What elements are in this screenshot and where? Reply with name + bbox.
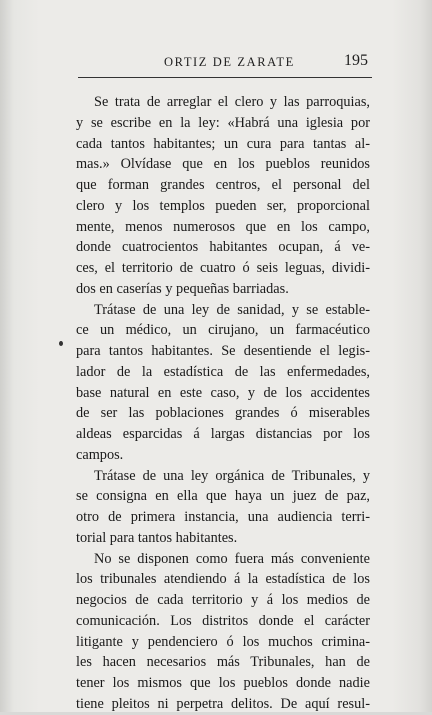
text-line: tiene pleitos ni perpetra delitos. De aquí resul- bbox=[76, 695, 370, 712]
text-line: negocios de cada territorio y á los medios de bbox=[76, 592, 370, 608]
body-text bbox=[76, 92, 370, 715]
text-line: tener los mismos que los pueblos donde nadie bbox=[76, 675, 370, 691]
header-rule bbox=[78, 77, 372, 78]
text-line: base natural en este caso, y de los accidentes bbox=[76, 384, 370, 401]
text-line: ce un médico, un cirujano, un farmacéutico bbox=[76, 322, 370, 339]
text-line: torial para tantos habitantes. bbox=[76, 529, 238, 546]
text-line: No se disponen como fuera más conveniente bbox=[94, 550, 370, 567]
text-line: clero y los templos pueden ser, proporcional bbox=[76, 197, 370, 214]
text-line: comunicación. Los distritos donde el carácter bbox=[76, 612, 370, 629]
text-line: dos en caserías y pequeñas barriadas. bbox=[76, 280, 289, 297]
text-line: los tribunales atendiendo á la estadística de los bbox=[76, 571, 370, 588]
text-line: mente, menos numerosos que en los campo, bbox=[76, 218, 370, 235]
text-line: y se escribe en la ley: «Habrá una iglesia por bbox=[76, 114, 370, 131]
margin-ink-mark bbox=[59, 341, 63, 346]
text-line: les hacen necesarios más Tribunales, han de bbox=[76, 654, 370, 671]
text-line: campos. bbox=[76, 446, 124, 463]
running-title: ORTIZ DE ZARATE bbox=[164, 55, 295, 69]
text-line: cada tantos habitantes; un cura para tantas al- bbox=[76, 135, 370, 152]
page-number: 195 bbox=[344, 52, 368, 69]
text-line: mas.» Olvídase que en los pueblos reunidos bbox=[76, 156, 370, 173]
text-line: Trátase de una ley de sanidad, y se estable- bbox=[94, 301, 370, 318]
text-line: de ser las poblaciones grandes ó miserables bbox=[76, 405, 370, 422]
text-line: se consigna en ella que haya un juez de paz, bbox=[76, 488, 370, 505]
text-line: Se trata de arreglar el clero y las parroquias, bbox=[94, 94, 370, 110]
text-line: donde cuatrocientos habitantes ocupan, á ve- bbox=[76, 239, 370, 256]
text-line: litigante y pendenciero ó los muchos crimina- bbox=[76, 633, 370, 650]
text-line: lador de la estadística de las enfermedades, bbox=[76, 363, 370, 380]
text-line: que forman grandes centros, el personal del bbox=[76, 177, 370, 193]
text-line: Trátase de una ley orgánica de Tribunales, y bbox=[94, 467, 370, 484]
running-head bbox=[78, 52, 370, 72]
text-line: para tantos habitantes. Se desentiende el legis- bbox=[76, 343, 370, 359]
text-line: ces, el territorio de cuatro ó seis leguas, dividi- bbox=[76, 260, 370, 276]
text-line: otro de primera instancia, una audiencia terri- bbox=[76, 509, 370, 525]
text-line: aldeas esparcidas á largas distancias por los bbox=[76, 426, 370, 442]
